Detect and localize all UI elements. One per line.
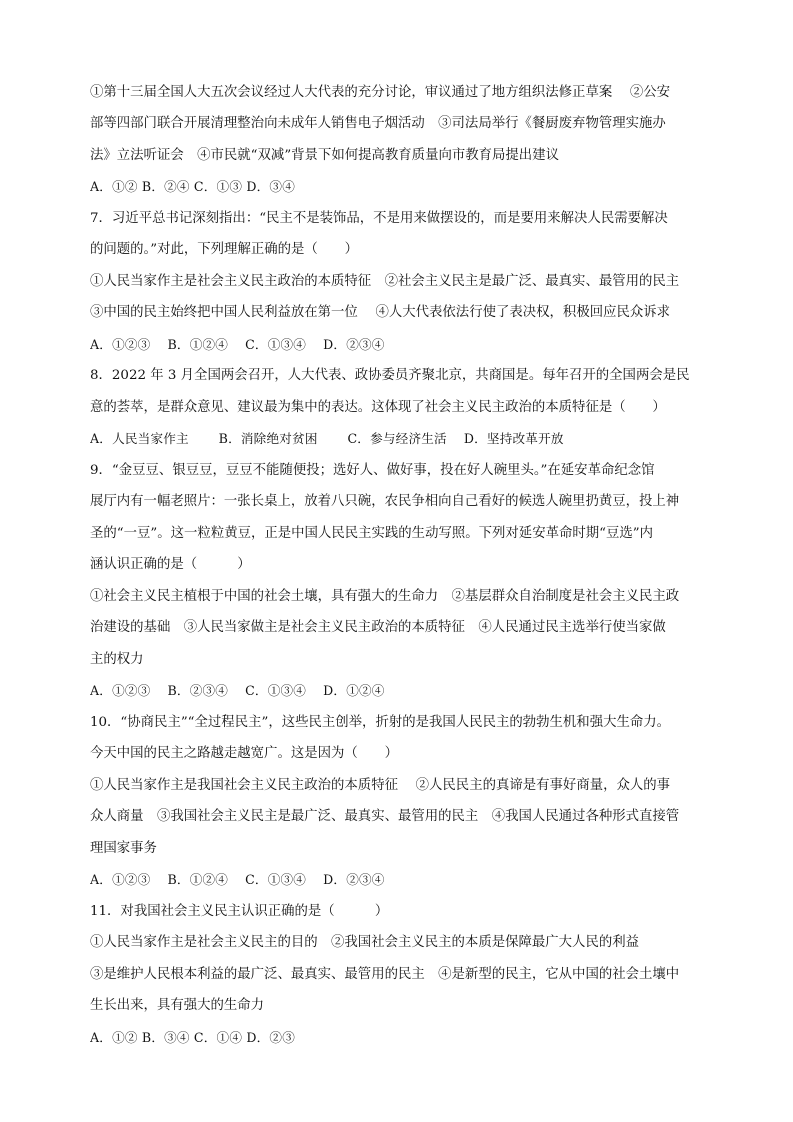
answer-options: A．①② B．②④ C．①③ D．③④ xyxy=(90,179,296,194)
text-line: 部等四部门联合开展清理整治向未成年人销售电子烟活动 ③司法局举行《餐厨废弃物管理实施办 xyxy=(90,116,666,131)
text-line: 理国家事务 xyxy=(90,841,157,856)
text-line: ①第十三届全国人大五次会议经过人大代表的充分讨论，审议通过了地方组织法修正草案 ②公安 xyxy=(90,85,671,100)
text-line: ③是维护人民根本利益的最广泛、最真实、最管用的民主 ④是新型的民主，它从中国的社会土壤中 xyxy=(90,967,680,982)
answer-options: A．①②③ B．①②④ C．①③④ D．②③④ xyxy=(90,337,385,352)
text-line: ①人民当家作主是社会主义民主的目的 ②我国社会主义民主的本质是保障最广大人民的利益 xyxy=(90,935,640,950)
answer-options: A．①②③ B．①②④ C．①③④ D．②③④ xyxy=(90,872,385,887)
text-line: 的问题的。”对此，下列理解正确的是（ ） xyxy=(90,242,358,257)
text-line: ①人民当家作主是社会主义民主政治的本质特征 ②社会主义民主是最广泛、最真实、最管用的民主 xyxy=(90,274,680,289)
text-line: 涵认识正确的是（ ） xyxy=(90,557,251,572)
text-line: ①人民当家作主是我国社会主义民主政治的本质特征 ②人民民主的真谛是有事好商量，众人的事 xyxy=(90,778,671,793)
text-line: 主的权力 xyxy=(90,652,144,667)
question-7-line: 7．习近平总书记深刻指出：“民主不是装饰品，不是用来做摆设的，而是要用来解决人民需要解决 xyxy=(90,211,668,226)
text-line: 生长出来，具有强大的生命力 xyxy=(90,998,265,1013)
text-line: 意的荟萃，是群众意见、建议最为集中的表达。这体现了社会主义民主政治的本质特征是（ ） xyxy=(90,400,666,415)
text-line: ③中国的民主始终把中国人民利益放在第一位 ④人大代表依法行使了表决权，积极回应民众诉求 xyxy=(90,305,671,320)
question-8-line: 8．2022 年 3 月全国两会召开，人大代表、政协委员齐聚北京，共商国是。每年召开的全国两会是民 xyxy=(90,368,690,383)
question-9-line: 9．“金豆豆、银豆豆，豆豆不能随便投；选好人、做好事，投在好人碗里头。”在延安革命纪念馆 xyxy=(90,463,655,478)
text-line: 今天中国的民主之路越走越宽广。这是因为（ ） xyxy=(90,746,398,761)
answer-options: A．①② B．③④ C．①④ D．②③ xyxy=(90,1030,296,1045)
question-10-line: 10．“协商民主”“全过程民主”，这些民主创举，折射的是我国人民民主的勃勃生机和强大生命力。 xyxy=(90,715,671,730)
text-line: 法》立法听证会 ④市民就“双减”背景下如何提高教育质量向市教育局提出建议 xyxy=(90,148,559,163)
text-line: 众人商量 ③我国社会主义民主是最广泛、最真实、最管用的民主 ④我国人民通过各种形式直接管 xyxy=(90,809,680,824)
text-line: 展厅内有一幅老照片：一张长桌上，放着八只碗，农民争相向自己看好的候选人碗里扔黄豆，投上神 xyxy=(90,494,680,509)
question-11-line: 11．对我国社会主义民主认识正确的是（ ） xyxy=(90,904,389,919)
answer-options: A．①②③ B．②③④ C．①③④ D．①②④ xyxy=(90,683,385,698)
answer-options: A．人民当家作主 B．消除绝对贫困 C．参与经济生活 D．坚持改革开放 xyxy=(90,431,564,446)
text-line: ①社会主义民主植根于中国的社会土壤，具有强大的生命力 ②基层群众自治制度是社会主义民主政 xyxy=(90,589,680,604)
text-line: 治建设的基础 ③人民当家做主是社会主义民主政治的本质特征 ④人民通过民主选举行使当家做 xyxy=(90,620,666,635)
text-line: 圣的“一豆”。这一粒粒黄豆，正是中国人民民主实践的生动写照。下列对延安革命时期“豆选”内 xyxy=(90,526,654,541)
